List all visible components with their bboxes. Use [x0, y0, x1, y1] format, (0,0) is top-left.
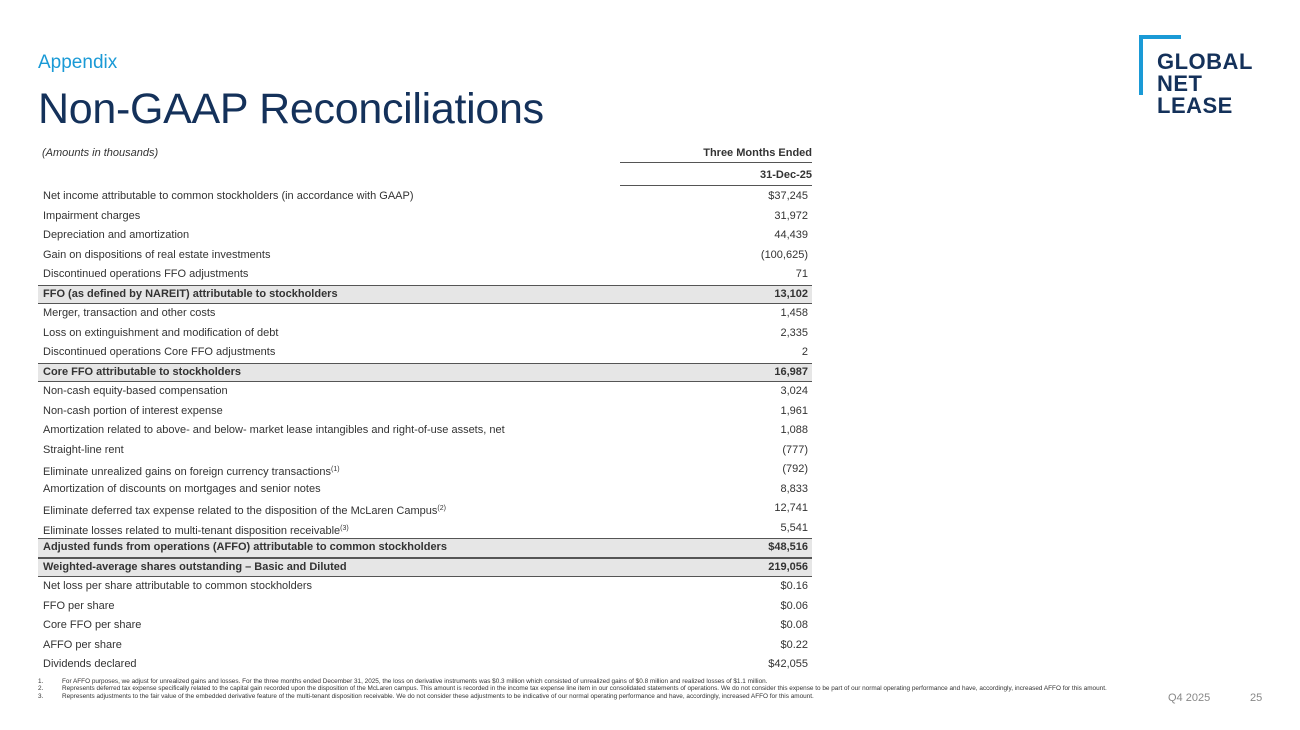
- table-row: [38, 343, 812, 363]
- row-value: $48,516: [768, 541, 808, 553]
- row-label-text: Adjusted funds from operations (AFFO) attributable to common stockholders: [43, 541, 447, 553]
- row-label-text: Discontinued operations FFO adjustments: [43, 268, 249, 280]
- row-label-text: AFFO per share: [43, 638, 122, 651]
- row-label-text: Merger, transaction and other costs: [43, 307, 216, 319]
- row-value: 219,056: [768, 560, 808, 573]
- row-label-text: Core FFO attributable to stockholders: [43, 365, 242, 378]
- row-value: 1,961: [780, 404, 808, 417]
- footnote-number: 3.: [38, 692, 44, 700]
- row-label-text: Eliminate deferred tax expense related to the disposition of the McLaren Campus: [43, 505, 438, 517]
- footnote-number: 2.: [38, 685, 44, 693]
- row-label-text: Dividends declared: [43, 658, 137, 670]
- row-label-text: Eliminate losses related to multi-tenant disposition receivable: [43, 524, 341, 537]
- row-label-text: FFO per share: [43, 599, 115, 612]
- row-value: 16,987: [774, 365, 808, 378]
- row-label: [43, 343, 275, 363]
- row-value: 2,335: [780, 326, 808, 339]
- logo-bracket-vertical: [1139, 35, 1143, 95]
- row-label: [43, 577, 312, 597]
- row-label-text: Non-cash equity-based compensation: [43, 385, 228, 397]
- row-label: [43, 207, 140, 227]
- row-label-text: FFO (as defined by NAREIT) attributable to stockholders: [43, 287, 338, 300]
- row-label-text: Net loss per share attributable to common stockholders: [43, 580, 313, 592]
- row-label: [43, 265, 248, 285]
- table-row: [38, 441, 812, 461]
- table-row: [38, 616, 812, 636]
- row-value: (777): [782, 443, 808, 456]
- row-value: $0.16: [780, 580, 808, 592]
- table-row-subtotal: [38, 363, 812, 383]
- row-value: (792): [782, 463, 808, 475]
- table-row: [38, 246, 812, 266]
- row-label-text: Discontinued operations Core FFO adjustments: [43, 346, 276, 358]
- row-label-text: Eliminate unrealized gains on foreign currency transactions: [43, 466, 331, 478]
- row-label: [43, 655, 137, 675]
- row-value: 1,458: [780, 307, 808, 319]
- row-label: [43, 226, 189, 246]
- table-row: [38, 304, 812, 324]
- row-label: [43, 187, 414, 207]
- row-label-text: Impairment charges: [43, 209, 141, 222]
- row-label: [43, 421, 505, 441]
- table-row: [38, 577, 812, 597]
- footnote: [38, 693, 1118, 700]
- table-row: [38, 382, 812, 402]
- row-label: [43, 364, 241, 382]
- row-value: $0.06: [780, 599, 808, 612]
- row-label-text: Amortization related to above- and below- market lease intangibles and right-of-use assets, net: [43, 424, 505, 436]
- row-value: 71: [795, 268, 808, 280]
- table-row: [38, 655, 812, 675]
- row-label: [43, 382, 228, 402]
- row-value: 2: [801, 346, 808, 358]
- row-label-text: Net income attributable to common stockholders (in accordance with GAAP): [43, 190, 414, 202]
- row-label: [43, 286, 338, 304]
- company-logo: [1139, 35, 1269, 125]
- row-value: 3,024: [780, 385, 808, 397]
- period-header: Three Months Ended: [620, 144, 812, 163]
- footnote-number: 1.: [38, 678, 44, 685]
- section-label: Appendix: [38, 52, 118, 73]
- row-value: 12,741: [774, 502, 808, 514]
- row-label: [43, 402, 223, 422]
- row-label: [43, 616, 141, 636]
- logo-text: [1157, 51, 1253, 117]
- row-label-text: Loss on extinguishment and modification of debt: [43, 326, 279, 339]
- footnote: [38, 678, 1118, 685]
- footnote-ref: (3): [340, 524, 349, 532]
- table-row: [38, 402, 812, 422]
- table-row: [38, 265, 812, 285]
- footnote-text: Represents adjustments to the fair value of the embedded derivative feature of the multi-tenant disposition receivable. We do not consider these adjustments to be indicative of our normal operating performance and have, accordingly, increased AFFO for this amount.: [62, 692, 814, 700]
- table-row: [38, 324, 812, 344]
- row-value: (100,625): [760, 248, 808, 261]
- table-row: [38, 636, 812, 656]
- footnote-text: Represents deferred tax expense specifically related to the capital gain recorded upon the disposition of the McLaren campus. This amount is recorded in the income tax expense line item in our consolidated statements of operations. We do not consider this expense to be part of our normal operating performance and have, accordingly, increased AFFO for this amount.: [62, 685, 1107, 693]
- row-label-text: Amortization of discounts on mortgages and senior notes: [43, 482, 321, 495]
- row-value: $0.08: [780, 619, 808, 631]
- table-row: [38, 187, 812, 207]
- row-value: $0.22: [780, 638, 808, 651]
- footnote-ref: (2): [437, 505, 446, 512]
- row-label: [43, 441, 124, 461]
- logo-word: NET: [1157, 71, 1203, 96]
- period-date: 31-Dec-25: [620, 165, 812, 186]
- table-row: [38, 421, 812, 441]
- footnote: [38, 685, 1118, 692]
- logo-bracket-horizontal: [1139, 35, 1181, 39]
- reconciliation-table: [38, 187, 812, 675]
- row-label: [43, 539, 447, 557]
- logo-word: GLOBAL: [1157, 49, 1253, 74]
- row-label: [43, 559, 347, 577]
- table-row: [38, 460, 812, 480]
- row-label: [43, 480, 321, 500]
- table-row: [38, 597, 812, 617]
- row-label-text: Depreciation and amortization: [43, 229, 190, 241]
- row-label-text: Non-cash portion of interest expense: [43, 404, 223, 417]
- row-value: 13,102: [774, 287, 808, 300]
- row-label: [43, 597, 115, 617]
- page-title: Non-GAAP Reconciliations: [38, 85, 544, 133]
- footnotes: [38, 678, 1118, 700]
- row-label: [43, 636, 122, 656]
- table-row-subtotal: [38, 558, 812, 578]
- row-value: 8,833: [780, 482, 808, 495]
- row-value: 44,439: [774, 229, 808, 241]
- row-label: [43, 304, 215, 324]
- table-row: [38, 207, 812, 227]
- table-row: [38, 499, 812, 519]
- table-row-subtotal: [38, 538, 812, 558]
- row-value: 5,541: [780, 521, 808, 534]
- row-label-text: Straight-line rent: [43, 443, 124, 456]
- row-value: $37,245: [768, 190, 808, 202]
- row-label-text: Weighted-average shares outstanding – Basic and Diluted: [43, 560, 347, 573]
- row-value: 1,088: [780, 424, 808, 436]
- row-value: 31,972: [774, 209, 808, 222]
- row-label-text: Core FFO per share: [43, 619, 142, 631]
- footnote-text: For AFFO purposes, we adjust for unrealized gains and losses. For the three months ended December 31, 2025, the loss on derivative instruments was $0.3 million which consisted of unrealized gains of $0.8 million and realized losses of $1.1 million.: [62, 678, 768, 685]
- footnote-ref: (1): [331, 466, 340, 473]
- row-value: $42,055: [768, 658, 808, 670]
- table-row: [38, 226, 812, 246]
- row-label: [43, 246, 270, 266]
- units-note: (Amounts in thousands): [42, 147, 159, 159]
- row-label: [43, 324, 278, 344]
- logo-word: LEASE: [1157, 93, 1233, 118]
- table-row: [38, 519, 812, 539]
- table-row-subtotal: [38, 285, 812, 305]
- page-number: 25: [1250, 692, 1263, 704]
- footer-quarter: Q4 2025: [1168, 692, 1211, 704]
- row-label-text: Gain on dispositions of real estate investments: [43, 248, 271, 261]
- table-row: [38, 480, 812, 500]
